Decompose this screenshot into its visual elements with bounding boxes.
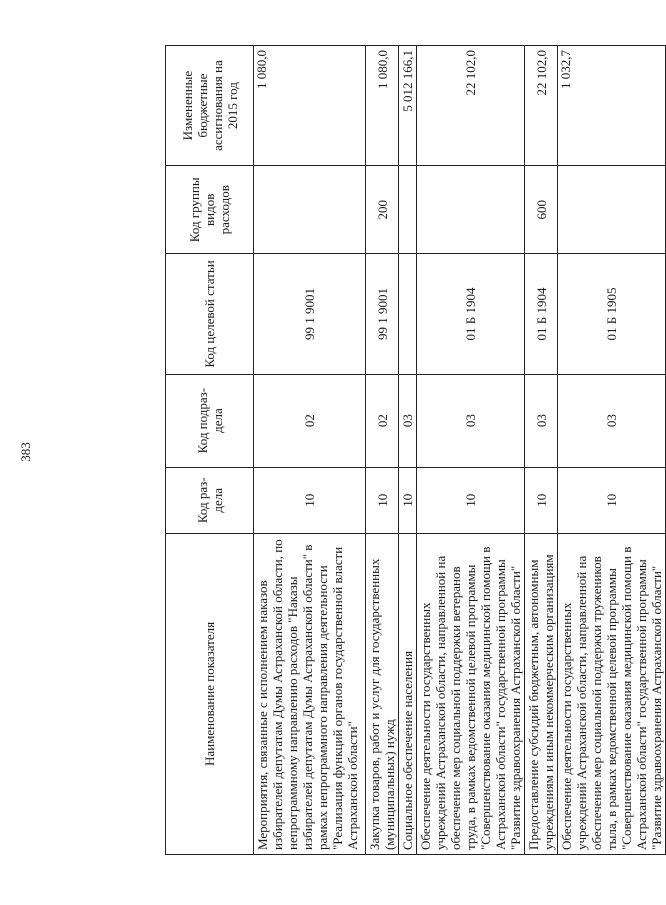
row-podrazdel: 02 bbox=[254, 374, 366, 467]
row-statya: 01 Б 1905 bbox=[558, 254, 666, 374]
budget-table bbox=[165, 45, 666, 855]
table-row bbox=[254, 46, 366, 855]
row-sum: 1 032,7 bbox=[558, 46, 666, 166]
row-name: Мероприятия, связанные с исполнением наказов избирателей депутатам Думы Астраханской области, по непрограммному направлению расходов "Наказы избирателей депутатам Думы Астраханской области" в рамках непрограммного направления деятельности "Реализация функций органов государственной власти Астраханской области" bbox=[254, 533, 366, 854]
row-podrazdel: 03 bbox=[525, 374, 558, 467]
row-podrazdel: 03 bbox=[558, 374, 666, 467]
table-row bbox=[366, 46, 399, 855]
row-podrazdel: 03 bbox=[417, 374, 525, 467]
row-podrazdel: 02 bbox=[366, 374, 399, 467]
header-podrazdel: Код подраз-дела bbox=[166, 374, 254, 467]
row-vid bbox=[417, 166, 525, 254]
row-name: Обеспечение деятельности государственных учреждений Астраханской области, направленной на обеспечение мер социальной поддержки тружеников тыла, в рамках ведомственной целевой программы "Совершенствование оказания медицинской помощи в Астраханской области" государственной программы "Развитие здравоохранения Астраханской области" bbox=[558, 533, 666, 854]
row-name: Социальное обеспечение населения bbox=[399, 533, 417, 854]
row-sum: 1 080,0 bbox=[366, 46, 399, 166]
header-name: Наименование показателя bbox=[166, 533, 254, 854]
row-statya: 01 Б 1904 bbox=[417, 254, 525, 374]
row-sum: 5 012 166,1 bbox=[399, 46, 417, 166]
row-vid: 200 bbox=[366, 166, 399, 254]
row-sum: 22 102,0 bbox=[417, 46, 525, 166]
header-razdel: Код раз-дела bbox=[166, 467, 254, 533]
table-row bbox=[558, 46, 666, 855]
row-statya: 99 1 9001 bbox=[254, 254, 366, 374]
row-vid bbox=[399, 166, 417, 254]
row-vid: 600 bbox=[525, 166, 558, 254]
header-statya: Код целевой статьи bbox=[166, 254, 254, 374]
row-statya: 99 1 9001 bbox=[366, 254, 399, 374]
row-statya: 01 Б 1904 bbox=[525, 254, 558, 374]
row-sum: 22 102,0 bbox=[525, 46, 558, 166]
row-name: Предоставление субсидий бюджетным, автономным учреждениям и иным некоммерческим организациям bbox=[525, 533, 558, 854]
row-razdel: 10 bbox=[525, 467, 558, 533]
budget-table-rotated bbox=[165, 45, 664, 855]
row-razdel: 10 bbox=[558, 467, 666, 533]
table-row bbox=[417, 46, 525, 855]
row-name: Закупка товаров, работ и услуг для государственных (муниципальных) нужд bbox=[366, 533, 399, 854]
row-razdel: 10 bbox=[417, 467, 525, 533]
row-vid bbox=[254, 166, 366, 254]
row-razdel: 10 bbox=[366, 467, 399, 533]
table-row bbox=[399, 46, 417, 855]
row-razdel: 10 bbox=[254, 467, 366, 533]
table-row bbox=[525, 46, 558, 855]
row-razdel: 10 bbox=[399, 467, 417, 533]
row-podrazdel: 03 bbox=[399, 374, 417, 467]
page-number: 383 bbox=[18, 442, 33, 462]
header-sum: Измененные бюджетные ассигнования на 2015 год bbox=[166, 46, 254, 166]
row-vid bbox=[558, 166, 666, 254]
row-sum: 1 080,0 bbox=[254, 46, 366, 166]
table-header-row bbox=[166, 46, 254, 855]
row-statya bbox=[399, 254, 417, 374]
row-name: Обеспечение деятельности государственных учреждений Астраханской области, направленной на обеспечение мер социальной поддержки ветеранов труда, в рамках ведомственной целевой программы "Совершенствование оказания медицинской помощи в Астраханской области" государственной программы "Развитие здравоохранения Астраханской области" bbox=[417, 533, 525, 854]
header-vid: Код группы видов расходов bbox=[166, 166, 254, 254]
